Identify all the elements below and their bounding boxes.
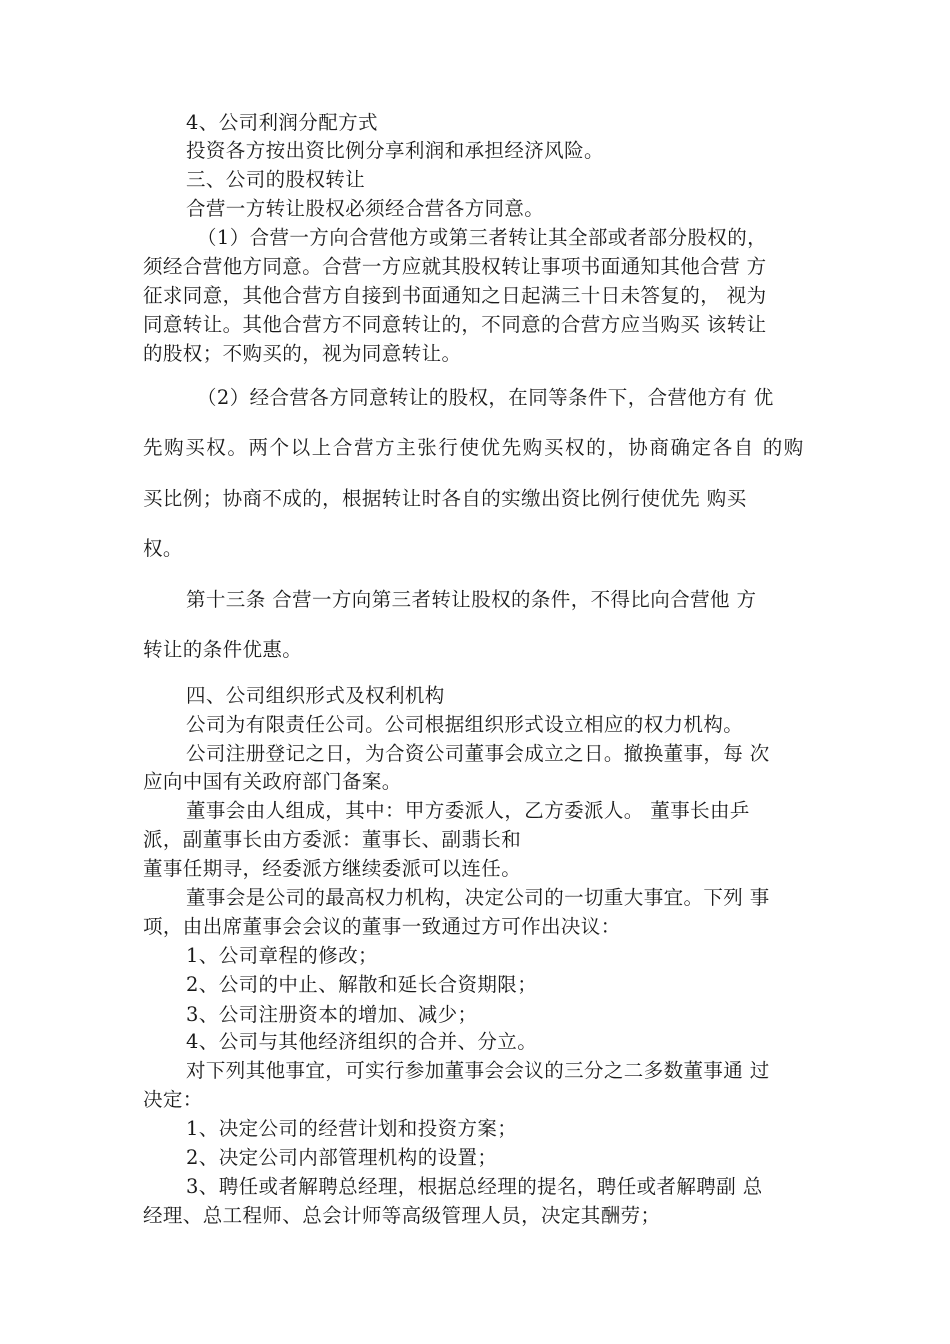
text-line: 公司为有限责任公司。公司根据组织形式设立相应的权力机构。 [186, 713, 744, 736]
text-line: （2）经合营各方同意转让的股权，在同等条件下，合营他方有 优 [197, 386, 774, 409]
text-line: 4、公司利润分配方式 [186, 111, 378, 134]
text-line: （1）合营一方向合营他方或第三者转让其全部或者部分股权的， [197, 226, 768, 249]
list-item: 2、公司的中止、解散和延长合资期限； [186, 973, 538, 996]
text-line: 决定： [143, 1088, 203, 1111]
text-line: 权。 [143, 537, 183, 560]
text-line: 董事任期寻，经委派方继续委派可以连任。 [143, 857, 522, 880]
text-line: 合营一方转让股权必须经合营各方同意。 [186, 197, 545, 220]
text-line: 的股权；不购买的，视为同意转让。 [143, 342, 462, 365]
text-line: 转让的条件优惠。 [143, 638, 303, 661]
list-item: 3、公司注册资本的增加、减少； [186, 1003, 478, 1026]
text-line: 对下列其他事宜，可实行参加董事会会议的三分之二多数董事通 过 [186, 1059, 770, 1082]
text-line: 买比例；协商不成的，根据转让时各自的实缴出资比例行使优先 购买 [143, 487, 747, 510]
text-line: 项，由出席董事会会议的董事一致通过方可作出决议： [143, 915, 621, 938]
article-line: 第十三条 合营一方向第三者转让股权的条件，不得比向合营他 方 [186, 588, 757, 611]
text-line: 董事会由人组成，其中：甲方委派人，乙方委派人。 董事长由乒 [186, 799, 750, 822]
list-item: 4、公司与其他经济组织的合并、分立。 [186, 1030, 538, 1053]
text-line: 同意转让。其他合营方不同意转让的，不同意的合营方应当购买 该转让 [143, 313, 767, 336]
list-item: 2、决定公司内部管理机构的设置； [186, 1146, 498, 1169]
text-line: 须经合营他方同意。合营一方应就其股权转让事项书面通知其他合营 方 [143, 255, 767, 278]
text-line: 征求同意，其他合营方自接到书面通知之日起满三十日未答复的， 视为 [143, 284, 767, 307]
text-line: 派，副董事长由方委派：董事长、副翡长和 [143, 828, 522, 851]
text-line: 经理、总工程师、总会计师等高级管理人员，决定其酬劳； [143, 1204, 661, 1227]
text-line: 董事会是公司的最高权力机构，决定公司的一切重大事宜。下列 事 [186, 886, 770, 909]
text-line: 公司注册登记之日，为合资公司董事会成立之日。撤换董事，每 次 [186, 742, 770, 765]
section-heading: 三、公司的股权转让 [186, 168, 366, 191]
text-line: 应向中国有关政府部门备案。 [143, 770, 402, 793]
list-item: 3、聘任或者解聘总经理，根据总经理的提名，聘任或者解聘副 总 [186, 1175, 763, 1198]
list-item: 1、决定公司的经营计划和投资方案； [186, 1117, 518, 1140]
list-item: 1、公司章程的修改； [186, 944, 378, 967]
text-line: 投资各方按出资比例分享利润和承担经济风险。 [186, 139, 604, 162]
section-heading: 四、公司组织形式及权利机构 [186, 684, 445, 707]
text-line: 先购买权。两个以上合营方主张行使优先购买权的，协商确定各自 的购 [143, 436, 805, 459]
